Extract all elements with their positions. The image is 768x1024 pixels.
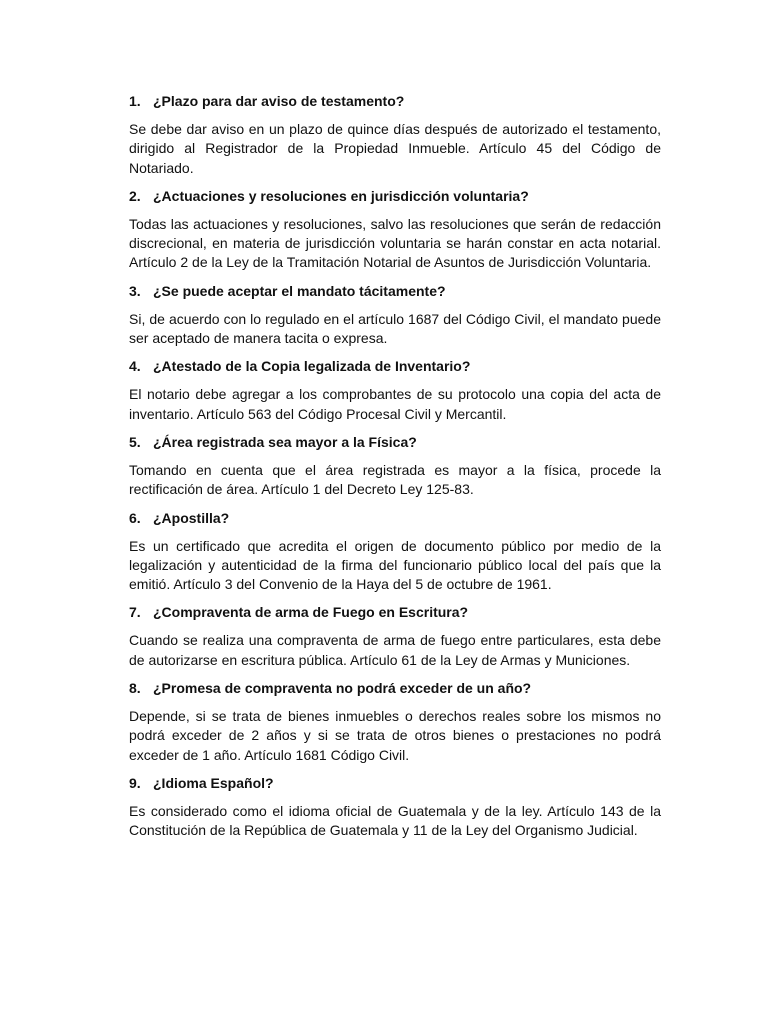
qa-item-5: [129, 433, 661, 500]
question-text: ¿Compraventa de arma de Fuego en Escritura?: [153, 604, 469, 621]
answer-paragraph: Si, de acuerdo con lo regulado en el artículo 1687 del Código Civil, el mandato puede ser aceptado de manera tacita o expresa.: [129, 310, 661, 347]
document-page: [129, 92, 661, 850]
question-heading: [129, 603, 661, 622]
question-heading: [129, 509, 661, 528]
qa-item-6: [129, 509, 661, 595]
question-text: ¿Idioma Español?: [153, 774, 274, 791]
qa-item-8: [129, 679, 661, 765]
answer-paragraph: Todas las actuaciones y resoluciones, salvo las resoluciones que serán de redacción discrecional, en materia de jurisdicción voluntaria se harán constar en acta notarial. Artículo 2 de la Ley de la Tramitación Notarial de Asuntos de Jurisdicción Voluntaria.: [129, 215, 661, 271]
question-heading: [129, 357, 661, 376]
question-number: 6.: [129, 509, 141, 526]
qa-item-4: [129, 357, 661, 424]
question-text: ¿Plazo para dar aviso de testamento?: [153, 93, 405, 109]
answer-paragraph: Cuando se realiza una compraventa de arma de fuego entre particulares, esta debe de autorizarse en escritura pública. Artículo 61 de la Ley de Armas y Municiones.: [129, 632, 661, 668]
question-number: 3.: [129, 282, 141, 299]
qa-item-2: [129, 187, 661, 273]
answer-paragraph: Depende, si se trata de bienes inmuebles o derechos reales sobre los mismos no podrá exceder de 2 años y si se trata de otros bienes o prestaciones no podrá exceder de 1 año. Artículo 1681 Código Civil.: [129, 708, 661, 763]
question-heading: [129, 433, 661, 452]
question-number: 4.: [129, 358, 141, 375]
question-text: ¿Se puede aceptar el mandato tácitamente?: [153, 282, 446, 299]
qa-item-1: [129, 92, 661, 178]
question-number: 9.: [129, 774, 141, 791]
question-heading: [129, 187, 661, 206]
question-number: 1.: [129, 93, 141, 109]
question-number: 2.: [129, 187, 141, 204]
question-number: 5.: [129, 433, 141, 450]
question-text: ¿Apostilla?: [153, 509, 230, 526]
answer-paragraph: Es considerado como el idioma oficial de Guatemala y de la ley. Artículo 143 de la Constitución de la República de Guatemala y 11 de la Ley del Organismo Judicial.: [129, 802, 661, 839]
question-text: ¿Promesa de compraventa no podrá exceder de un año?: [153, 680, 532, 697]
question-number: 8.: [129, 680, 141, 697]
answer-paragraph: Tomando en cuenta que el área registrada es mayor a la física, procede la rectificación de área. Artículo 1 del Decreto Ley 125-83.: [129, 461, 661, 498]
question-text: ¿Actuaciones y resoluciones en jurisdicción voluntaria?: [153, 187, 529, 204]
question-heading: [129, 282, 661, 301]
qa-item-9: [129, 774, 661, 841]
qa-item-7: [129, 603, 661, 670]
question-heading: [129, 679, 661, 698]
question-text: ¿Área registrada sea mayor a la Física?: [153, 433, 417, 450]
answer-paragraph: El notario debe agregar a los comprobantes de su protocolo una copia del acta de inventario. Artículo 563 del Código Procesal Civil y Mercantil.: [129, 386, 661, 422]
question-heading: [129, 774, 661, 793]
answer-paragraph: Se debe dar aviso en un plazo de quince días después de autorizado el testamento, dirigido al Registrador de la Propiedad Inmueble. Artículo 45 del Código de Notariado.: [129, 121, 661, 176]
question-number: 7.: [129, 604, 141, 621]
qa-item-3: [129, 282, 661, 349]
question-text: ¿Atestado de la Copia legalizada de Inventario?: [153, 358, 471, 375]
question-heading: [129, 92, 661, 111]
answer-paragraph: Es un certificado que acredita el origen de documento público por medio de la legalización y autenticidad de la firma del funcionario público local del país que la emitió. Artículo 3 del Convenio de la Haya del 5 de octubre de 1961.: [129, 537, 661, 593]
